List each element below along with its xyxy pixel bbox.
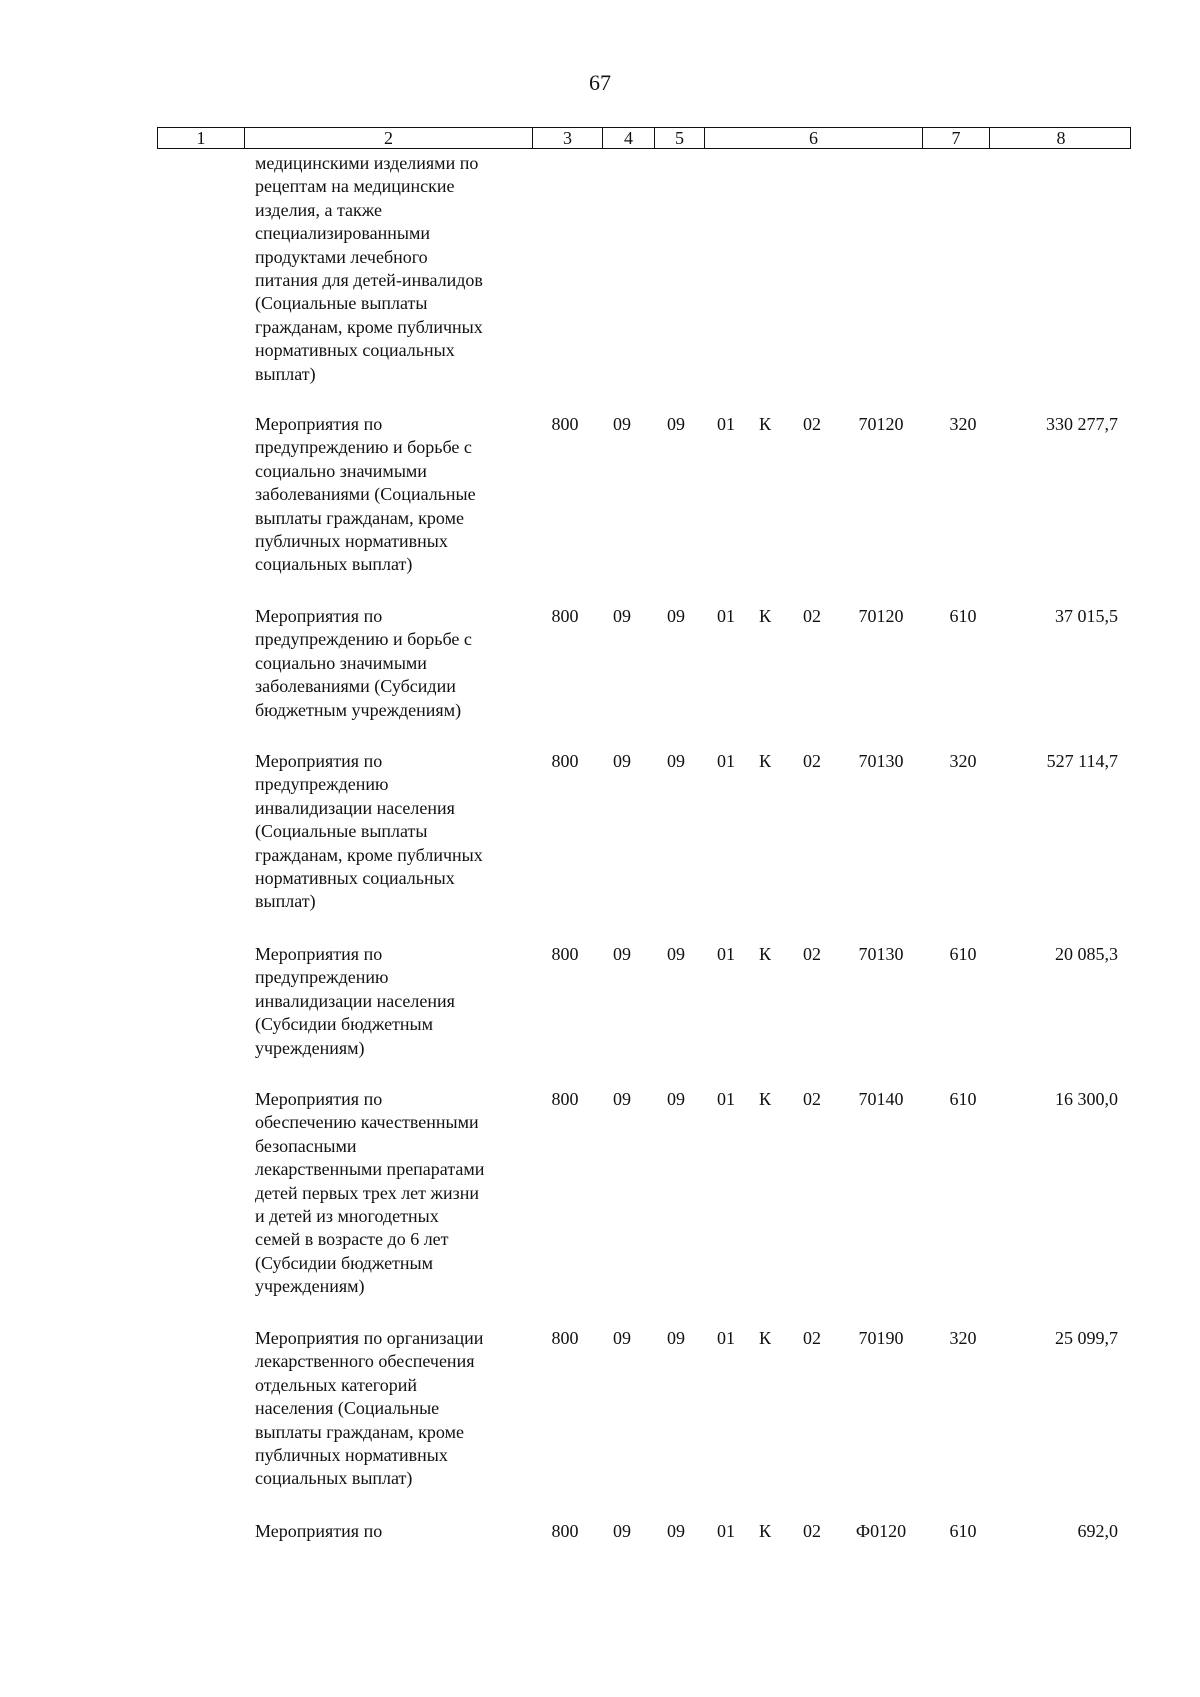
- description-line: продуктами лечебного: [255, 246, 428, 267]
- cell-col-7: 320: [949, 414, 977, 434]
- cell-col-5: 09: [667, 751, 685, 771]
- cell-col-3: 800: [551, 751, 579, 771]
- row-description: [255, 750, 523, 914]
- cell-col-6-program: 01: [717, 1089, 735, 1109]
- header-col-4: 4: [603, 128, 655, 148]
- row-description: [255, 1088, 523, 1299]
- cell-col-4: 09: [613, 606, 631, 626]
- description-line: Мероприятия по: [255, 944, 383, 964]
- cell-col-5: 09: [667, 1089, 685, 1109]
- description-line: предупреждению: [255, 967, 389, 988]
- cell-col-6-sub: 02: [803, 1521, 821, 1541]
- cell-col-3: 800: [551, 606, 579, 626]
- cell-col-6-sub: 02: [803, 606, 821, 626]
- description-line: выплат): [255, 363, 316, 384]
- description-line: выплаты гражданам, кроме: [255, 507, 464, 528]
- cell-col-4: 09: [613, 944, 631, 964]
- cell-col-6-letter: К: [758, 1328, 771, 1348]
- description-line: рецептам на медицинские: [255, 176, 455, 197]
- row-description: [255, 1520, 523, 1543]
- cell-col-6-code: 70140: [858, 1089, 904, 1109]
- cell-col-7: 320: [949, 1328, 977, 1348]
- description-line: инвалидизации населения: [255, 990, 455, 1011]
- description-line: инвалидизации населения: [255, 797, 455, 818]
- row-description: [255, 943, 523, 1060]
- description-line: (Социальные выплаты: [255, 821, 428, 842]
- description-line: Мероприятия по: [255, 414, 383, 434]
- cell-col-5: 09: [667, 606, 685, 626]
- cell-col-6-code: 70130: [858, 751, 904, 771]
- table-header: [157, 127, 1131, 149]
- cell-col-4: 09: [613, 1521, 631, 1541]
- cell-col-5: 09: [667, 414, 685, 434]
- description-line: социальных выплат): [255, 554, 413, 575]
- description-line: бюджетным учреждениям): [255, 699, 462, 720]
- cell-col-4: 09: [613, 1089, 631, 1109]
- cell-col-6-sub: 02: [803, 1328, 821, 1348]
- description-line: гражданам, кроме публичных: [255, 316, 483, 337]
- cell-col-6-sub: 02: [803, 944, 821, 964]
- description-line: учреждениям): [255, 1037, 365, 1058]
- row-description: [255, 1327, 523, 1491]
- cell-col-6-letter: К: [758, 1521, 771, 1541]
- description-line: выплаты гражданам, кроме: [255, 1421, 464, 1442]
- description-line: публичных нормативных: [255, 531, 448, 552]
- row-description: [255, 152, 523, 386]
- cell-col-8-amount: 20 085,3: [1055, 944, 1118, 964]
- description-line: нормативных социальных: [255, 340, 455, 361]
- description-line: предупреждению и борьбе с: [255, 629, 472, 650]
- description-line: социально значимыми: [255, 652, 427, 673]
- description-line: медицинскими изделиями по: [255, 153, 479, 173]
- description-line: питания для детей-инвалидов: [255, 270, 483, 291]
- cell-col-4: 09: [613, 414, 631, 434]
- header-col-3: 3: [533, 128, 603, 148]
- cell-col-7: 610: [949, 606, 977, 626]
- description-line: детей первых трех лет жизни: [255, 1182, 479, 1203]
- cell-col-6-letter: К: [758, 414, 771, 434]
- description-line: лекарственного обеспечения: [255, 1351, 475, 1372]
- description-line: нормативных социальных: [255, 868, 455, 889]
- description-line: Мероприятия по: [255, 751, 383, 771]
- description-line: обеспечению качественными: [255, 1112, 479, 1133]
- cell-col-6-sub: 02: [803, 751, 821, 771]
- cell-col-6-program: 01: [717, 1328, 735, 1348]
- cell-col-6-program: 01: [717, 1521, 735, 1541]
- row-description: [255, 605, 523, 722]
- cell-col-6-letter: К: [758, 944, 771, 964]
- cell-col-6-program: 01: [717, 606, 735, 626]
- cell-col-6-program: 01: [717, 414, 735, 434]
- description-line: Мероприятия по: [255, 606, 383, 626]
- cell-col-6-sub: 02: [803, 414, 821, 434]
- cell-col-6-code: 70190: [858, 1328, 904, 1348]
- cell-col-6-letter: К: [758, 1089, 771, 1109]
- cell-col-6-code: Ф0120: [855, 1521, 907, 1541]
- description-line: Мероприятия по: [255, 1089, 383, 1109]
- description-line: учреждениям): [255, 1276, 365, 1297]
- cell-col-6-code: 70120: [858, 606, 904, 626]
- cell-col-3: 800: [551, 1328, 579, 1348]
- cell-col-7: 610: [949, 1521, 977, 1541]
- header-col-2: 2: [245, 128, 533, 148]
- description-line: населения (Социальные: [255, 1398, 440, 1419]
- header-col-6: 6: [705, 128, 923, 148]
- cell-col-6-sub: 02: [803, 1089, 821, 1109]
- cell-col-4: 09: [613, 751, 631, 771]
- cell-col-3: 800: [551, 1521, 579, 1541]
- header-col-8: 8: [1056, 128, 1066, 148]
- description-line: семей в возрасте до 6 лет: [255, 1229, 449, 1250]
- description-line: заболеваниями (Субсидии: [255, 676, 456, 697]
- description-line: социальных выплат): [255, 1468, 413, 1489]
- cell-col-3: 800: [551, 944, 579, 964]
- cell-col-6-program: 01: [717, 751, 735, 771]
- description-line: и детей из многодетных: [255, 1206, 439, 1227]
- cell-col-5: 09: [667, 944, 685, 964]
- description-line: Мероприятия по: [255, 1521, 383, 1541]
- header-col-1: 1: [158, 128, 245, 148]
- description-line: публичных нормативных: [255, 1445, 448, 1466]
- description-line: гражданам, кроме публичных: [255, 844, 483, 865]
- cell-col-8-amount: 16 300,0: [1055, 1089, 1118, 1109]
- description-line: предупреждению и борьбе с: [255, 437, 472, 458]
- description-line: лекарственными препаратами: [255, 1159, 485, 1180]
- cell-col-7: 610: [949, 944, 977, 964]
- cell-col-7: 610: [949, 1089, 977, 1109]
- description-line: Мероприятия по организации: [255, 1328, 484, 1348]
- description-line: социально значимыми: [255, 460, 427, 481]
- description-line: отдельных категорий: [255, 1374, 418, 1395]
- header-col-5: 5: [655, 128, 705, 148]
- description-line: безопасными: [255, 1135, 357, 1156]
- cell-col-6-code: 70120: [858, 414, 904, 434]
- cell-col-3: 800: [551, 414, 579, 434]
- cell-col-8-amount: 692,0: [1077, 1521, 1118, 1541]
- cell-col-5: 09: [667, 1328, 685, 1348]
- cell-col-6-code: 70130: [858, 944, 904, 964]
- cell-col-6-program: 01: [717, 944, 735, 964]
- description-line: (Субсидии бюджетным: [255, 1014, 434, 1035]
- cell-col-4: 09: [613, 1328, 631, 1348]
- cell-col-6-letter: К: [758, 606, 771, 626]
- description-line: (Субсидии бюджетным: [255, 1252, 434, 1273]
- cell-col-3: 800: [551, 1089, 579, 1109]
- page-number: 67: [589, 70, 611, 95]
- description-line: заболеваниями (Социальные: [255, 484, 476, 505]
- cell-col-8-amount: 37 015,5: [1055, 606, 1118, 626]
- cell-col-7: 320: [949, 751, 977, 771]
- cell-col-8-amount: 25 099,7: [1055, 1328, 1118, 1348]
- description-line: (Социальные выплаты: [255, 293, 428, 314]
- description-line: изделия, а также: [255, 199, 382, 220]
- description-line: предупреждению: [255, 774, 389, 795]
- header-col-7: 7: [923, 128, 990, 148]
- description-line: выплат): [255, 891, 316, 912]
- cell-col-8-amount: 330 277,7: [1046, 414, 1118, 434]
- description-line: специализированными: [255, 223, 431, 244]
- row-description: [255, 413, 523, 577]
- cell-col-8-amount: 527 114,7: [1046, 751, 1118, 771]
- cell-col-6-letter: К: [758, 751, 771, 771]
- cell-col-5: 09: [667, 1521, 685, 1541]
